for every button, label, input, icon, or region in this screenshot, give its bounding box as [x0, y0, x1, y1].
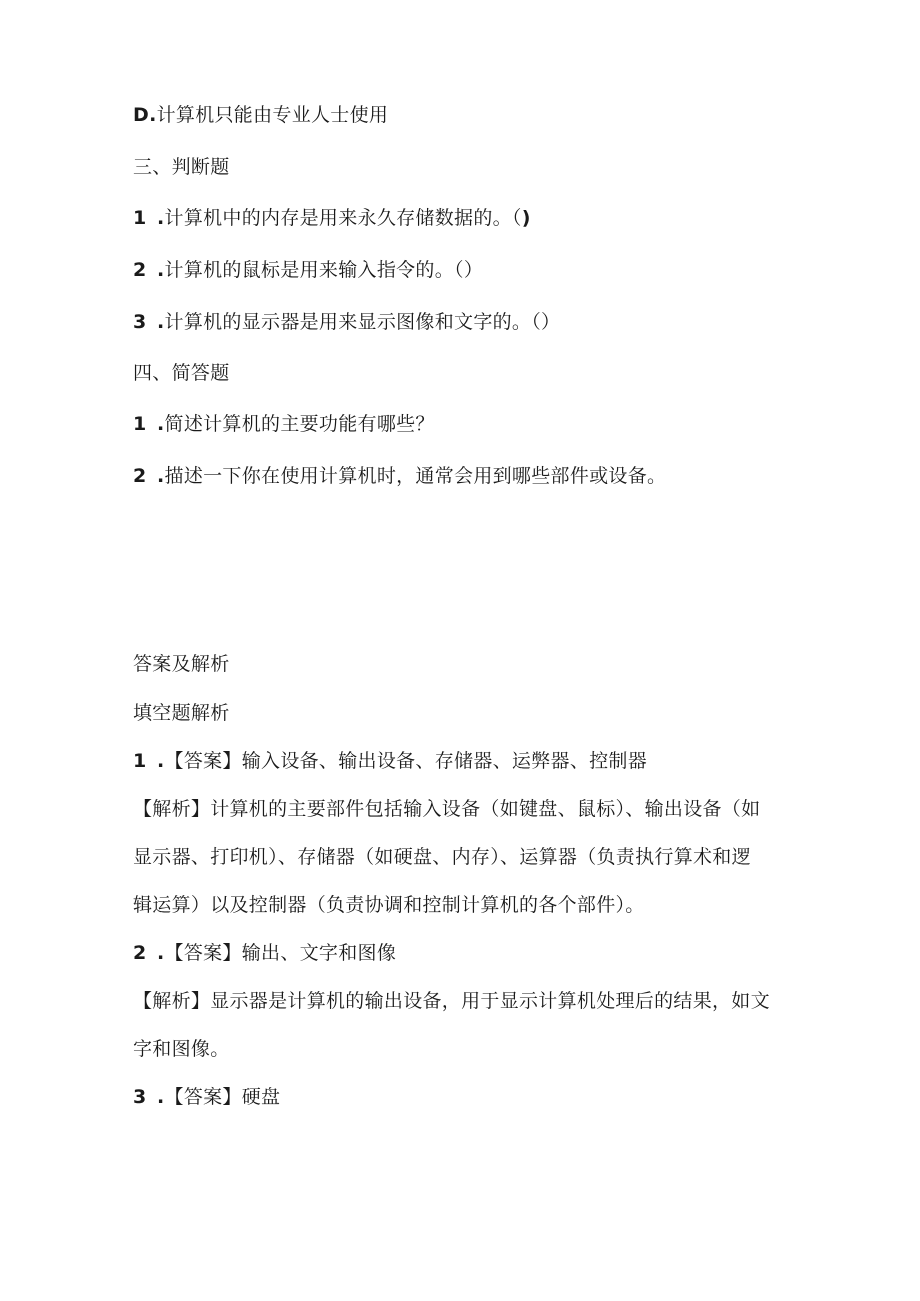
section-title-judge: 三、判断题: [133, 156, 230, 178]
item-dot: .: [157, 207, 165, 229]
judge-item-3: [133, 310, 560, 334]
analysis-line: 字和图像。: [133, 1038, 230, 1060]
answer-text: 【答案】硬盘: [164, 1086, 281, 1108]
item-number: 3: [133, 1086, 147, 1108]
analysis-line: 【解析】计算机的主要部件包括输入设备（如键盘、鼠标）、输出设备（如: [133, 798, 761, 820]
section-title-short: 四、简答题: [133, 362, 230, 384]
analysis-line: 辑运算）以及控制器（负责协调和控制计算机的各个部件）。: [133, 894, 645, 916]
item-number: 2: [133, 942, 147, 964]
item-paren-close: ): [521, 207, 531, 229]
item-text: 简述计算机的主要功能有哪些？: [164, 413, 435, 435]
answers-subtitle: 填空题解析: [133, 702, 230, 724]
item-number: 2: [133, 465, 147, 487]
item-number: 3: [133, 311, 147, 333]
option-d: [133, 103, 388, 127]
item-text: 计算机中的内存是用来永久存储数据的。（: [164, 207, 522, 229]
item-dot: .: [157, 413, 165, 435]
option-letter: D.: [133, 104, 157, 126]
item-dot: .: [157, 942, 165, 964]
item-number: 1: [133, 207, 147, 229]
item-text: 描述一下你在使用计算机时，通常会用到哪些部件或设备。: [164, 465, 667, 487]
judge-item-2: [133, 258, 483, 282]
option-text: 计算机只能由专业人士使用: [156, 104, 389, 126]
answer-item-3: [133, 1085, 280, 1109]
answer-text: 【答案】输入设备、输出设备、存储器、运弊器、控制器: [164, 750, 648, 772]
analysis-line: 显示器、打印机）、存储器（如硬盘、内存）、运算器（负责执行算术和逻: [133, 846, 751, 868]
item-dot: .: [157, 311, 165, 333]
item-dot: .: [157, 750, 165, 772]
short-item-1: [133, 412, 435, 436]
item-dot: .: [157, 259, 165, 281]
answer-item-2: [133, 941, 396, 965]
item-text: 计算机的鼠标是用来输入指令的。（）: [164, 259, 484, 281]
analysis-line: 【解析】显示器是计算机的输出设备，用于显示计算机处理后的结果，如文: [133, 990, 770, 1012]
item-text: 计算机的显示器是用来显示图像和文字的。（）: [164, 311, 561, 333]
item-dot: .: [157, 465, 165, 487]
answers-title: 答案及解析: [133, 653, 230, 675]
item-number: 2: [133, 259, 147, 281]
item-dot: .: [157, 1086, 165, 1108]
short-item-2: [133, 464, 666, 488]
answer-item-1: [133, 749, 647, 773]
answer-text: 【答案】输出、文字和图像: [164, 942, 397, 964]
judge-item-1: [133, 206, 531, 230]
item-number: 1: [133, 413, 147, 435]
item-number: 1: [133, 750, 147, 772]
